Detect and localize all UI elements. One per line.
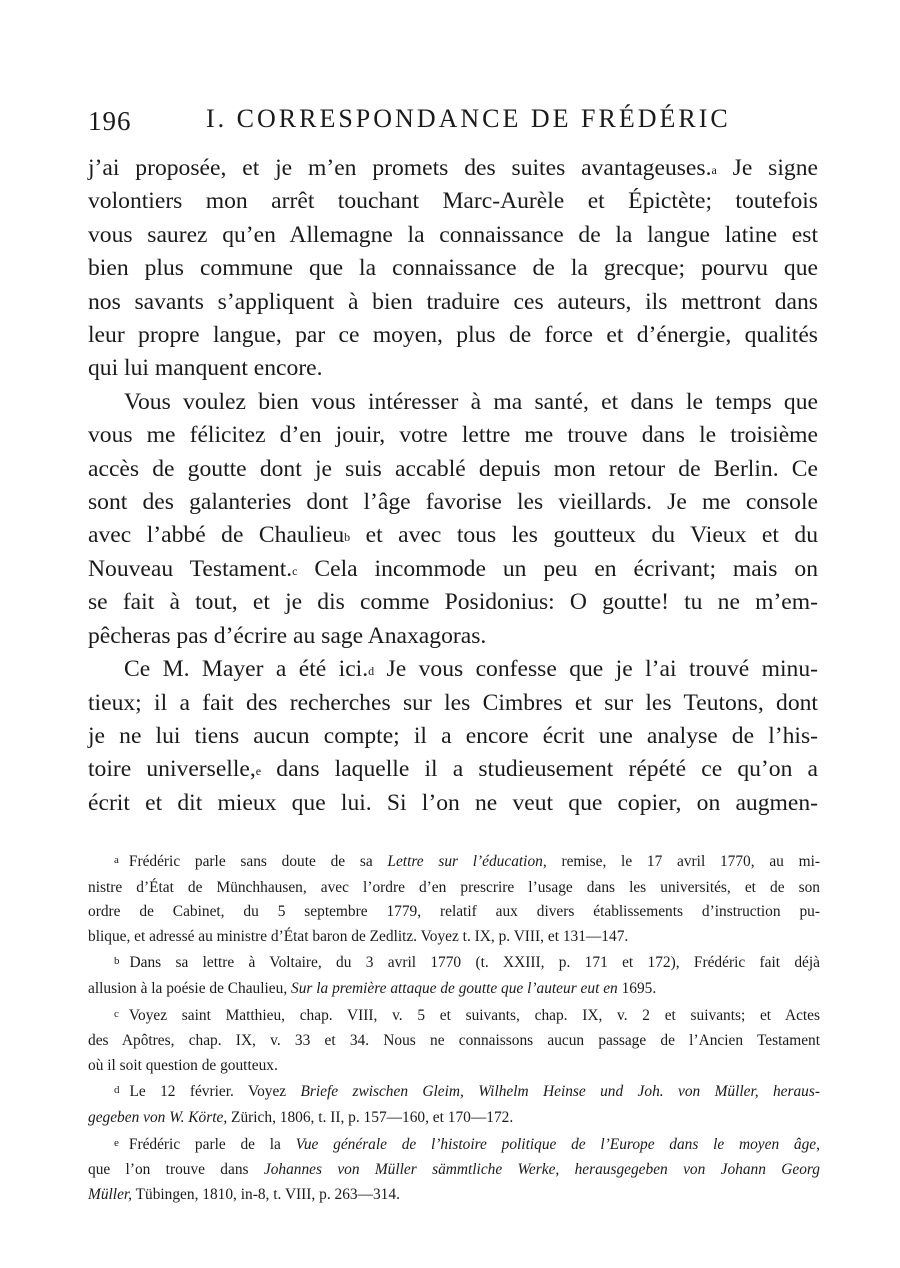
text-line: se fait à tout, et je dis comme Posidonius: O goutte! tu ne m’em- bbox=[88, 589, 818, 616]
footnote-a bbox=[88, 850, 820, 949]
text-line: vous saurez qu’en Allemagne la connaissance de la langue latine est bbox=[88, 221, 818, 248]
text-line: leur propre langue, par ce moyen, plus de force et d’énergie, qualités bbox=[88, 322, 818, 349]
footnote-line: d Le 12 février. Voyez Briefe zwischen Gleim, Wilhelm Heinse und Joh. von Müller, heraus- bbox=[114, 1083, 820, 1101]
text-line: je ne lui tiens aucun compte; il a encore écrit une analyse de l’his- bbox=[88, 722, 818, 749]
text-line: écrit et dit mieux que lui. Si l’on ne veut que copier, on augmen- bbox=[88, 789, 818, 816]
footnote-ref-b[interactable]: b bbox=[344, 530, 351, 545]
footnote-mark: d bbox=[114, 1084, 120, 1097]
paragraph-2 bbox=[88, 386, 818, 653]
text-line: tieux; il a fait des recherches sur les Cimbres et sur les Teutons, dont bbox=[88, 689, 818, 716]
footnote-mark: a bbox=[114, 854, 119, 866]
footnote-line: ordre de Cabinet, du 5 septembre 1779, relatif aux divers établissements d’instruction pu- bbox=[88, 903, 820, 921]
footnote-line: gegeben von W. Körte, Zürich, 1806, t. II, p. 157—160, et 170—172. bbox=[88, 1108, 514, 1126]
text-line: qui lui manquent encore. bbox=[88, 355, 323, 382]
text-line: vous me félicitez d’en jouir, votre lettre me trouve dans le troisième bbox=[88, 422, 818, 449]
footnote-line: a Frédéric parle sans doute de sa Lettre sur l’éducation, remise, le 17 avril 1770, au mi- bbox=[114, 853, 820, 870]
footnotes bbox=[88, 850, 821, 1209]
text-line: avec l’abbé de Chaulieu$^b$ et avec tous les goutteux du Vieux et du bbox=[88, 522, 819, 549]
text-line: toire universelle,$^e$ dans laquelle il a studieusement répété ce qu’on a bbox=[88, 756, 818, 783]
footnote-ref-a[interactable]: a bbox=[711, 163, 717, 177]
footnote-line: e Frédéric parle de la Vue générale de l’histoire politique de l’Europe dans le moyen âge, bbox=[114, 1135, 820, 1153]
footnote-line: où il soit question de goutteux. bbox=[88, 1056, 278, 1074]
footnote-line: b Dans sa lettre à Voltaire, du 3 avril 1770 (t. XXIII, p. 171 et 172), Frédéric fait déjà bbox=[114, 954, 820, 972]
text-line: accès de goutte dont je suis accablé depuis mon retour de Berlin. Ce bbox=[88, 455, 818, 482]
text-line: Nouveau Testament.$^c$ Cela incommode un peu en écrivant; mais on bbox=[88, 555, 818, 582]
footnote-ref-c[interactable]: c bbox=[292, 563, 298, 578]
footnote-mark: e bbox=[114, 1136, 119, 1149]
footnote-line: que l’on trouve dans Johannes von Müller sämmtliche Werke, herausgegeben von Johann Georg bbox=[88, 1161, 821, 1179]
footnote-mark: b bbox=[114, 955, 120, 968]
footnote-line: blique, et adressé au ministre d’État baron de Zedlitz. Voyez t. IX, p. VIII, et 131—147. bbox=[88, 927, 629, 945]
running-title: I. CORRESPONDANCE DE FRÉDÉRIC bbox=[206, 104, 731, 133]
footnote-c bbox=[88, 1004, 820, 1079]
text-line: bien plus commune que la connaissance de la grecque; pourvu que bbox=[88, 255, 818, 282]
footnote-line: Müller, Tübingen, 1810, in-8, t. VIII, p. 263—314. bbox=[88, 1185, 400, 1203]
page-header bbox=[88, 104, 828, 140]
text-line: volontiers mon arrêt touchant Marc-Aurèle et Épictète; toutefois bbox=[88, 188, 818, 215]
text-line: Vous voulez bien vous intéresser à ma santé, et dans le temps que bbox=[124, 388, 818, 415]
footnote-e bbox=[88, 1133, 821, 1208]
footnote-d bbox=[88, 1080, 820, 1130]
footnote-line: des Apôtres, chap. IX, v. 33 et 34. Nous ne connaissons aucun passage de l’Ancien Testament bbox=[88, 1032, 820, 1050]
footnote-line: allusion à la poésie de Chaulieu, Sur la première attaque de goutte que l’auteur eut en 1695. bbox=[88, 979, 657, 997]
footnote-mark: c bbox=[114, 1007, 119, 1020]
paragraph-3 bbox=[88, 653, 818, 820]
footnote-ref-d[interactable]: d bbox=[368, 664, 375, 679]
footnote-b bbox=[88, 951, 820, 1001]
paragraph-1 bbox=[88, 152, 818, 386]
footnote-line: c Voyez saint Matthieu, chap. VIII, v. 5 et suivants, chap. IX, v. 2 et suivants; et Actes bbox=[114, 1006, 820, 1024]
text-line: pêcheras pas d’écrire au sage Anaxagoras. bbox=[88, 622, 487, 649]
text-line: Ce M. Mayer a été ici.$^d$ Je vous confesse que je l’ai trouvé minu- bbox=[124, 656, 818, 683]
text-line: j’ai proposée, et je m’en promets des suites avantageuses.$^a$ Je signe bbox=[88, 155, 818, 181]
footnote-line: nistre d’État de Münchhausen, avec l’ordre d’en prescrire l’usage dans les universités, et de son bbox=[88, 878, 820, 896]
text-line: nos savants s’appliquent à bien traduire ces auteurs, ils mettront dans bbox=[88, 288, 818, 315]
main-text bbox=[88, 152, 818, 820]
page-number: 196 bbox=[88, 106, 132, 136]
footnote-ref-e[interactable]: e bbox=[255, 764, 262, 779]
text-line: sont des galanteries dont l’âge favorise les vieillards. Je me console bbox=[88, 489, 818, 516]
